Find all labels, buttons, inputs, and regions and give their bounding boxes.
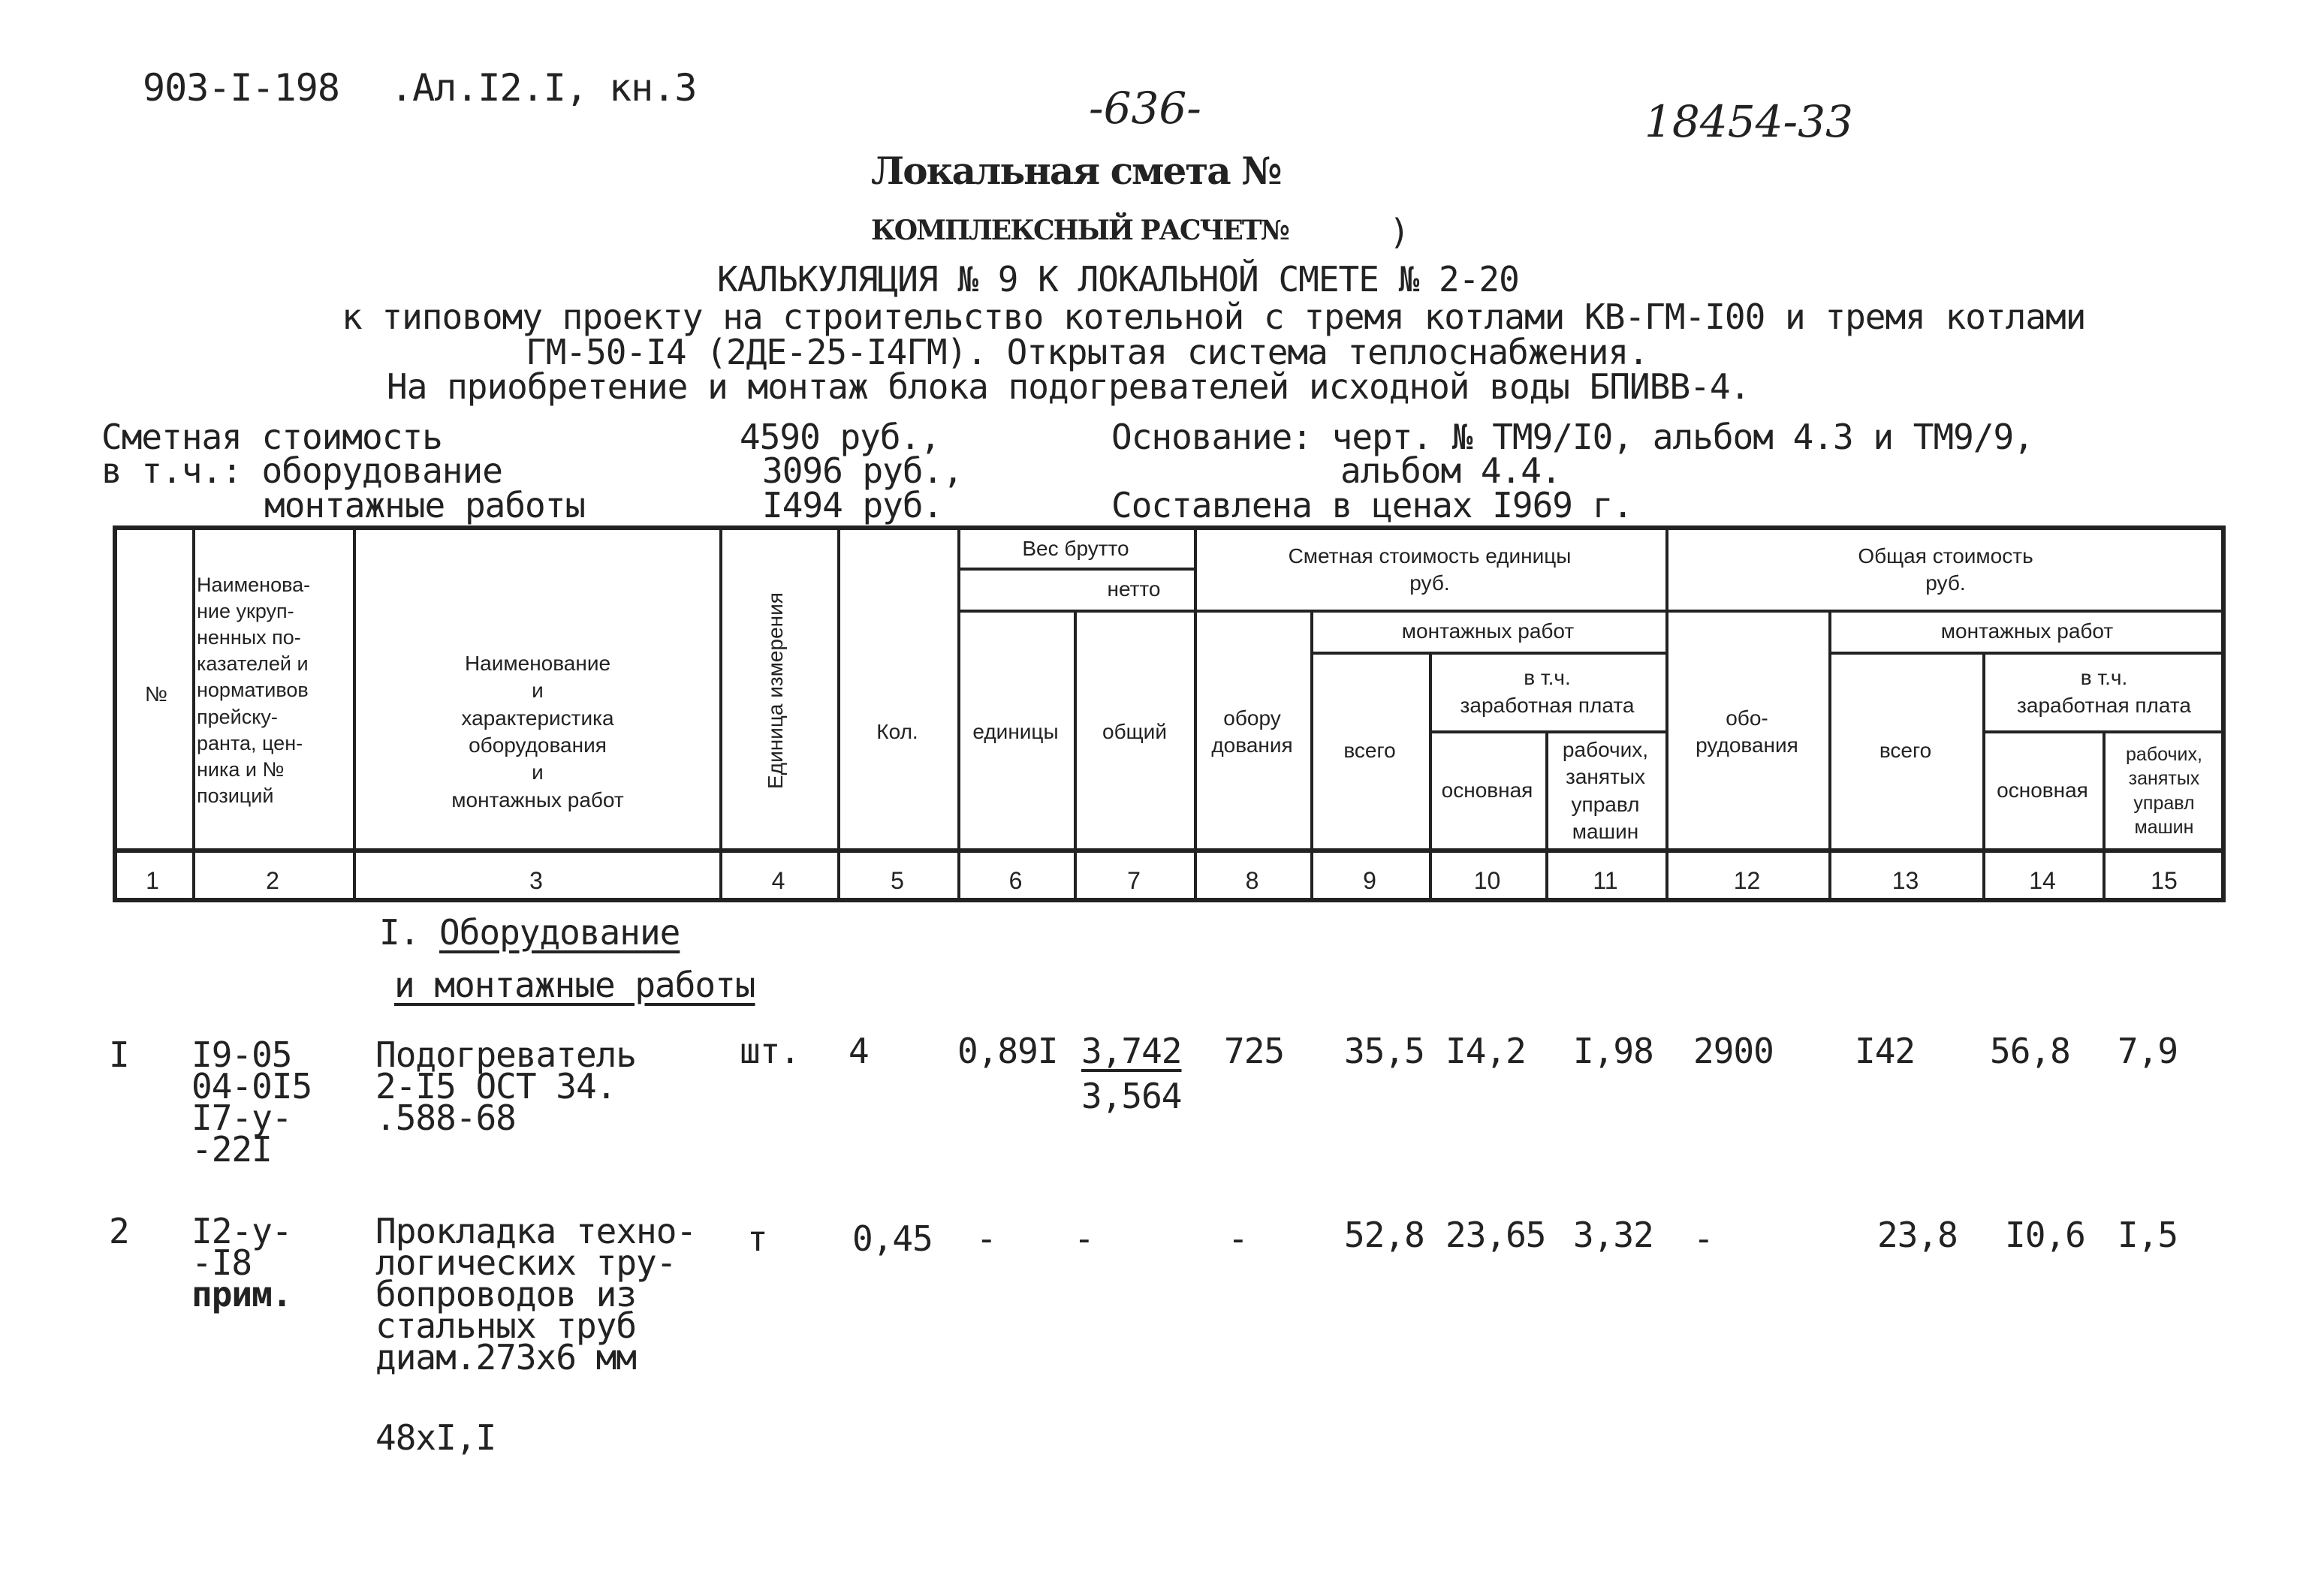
col-index: 13 bbox=[1892, 867, 1919, 894]
row-total-equip: - bbox=[1693, 1218, 1714, 1259]
basis-text: Основание: черт. № ТМ9/I0, альбом 4.3 и ТМ9/9, bbox=[1111, 417, 2033, 457]
col-index: 1 bbox=[146, 867, 159, 894]
row-name-line: диам.273х6 мм bbox=[375, 1337, 637, 1378]
row-wage-main: I4,2 bbox=[1445, 1031, 1526, 1071]
total-wage-header: в т.ч. заработная плата bbox=[2017, 666, 2191, 717]
row-code-line: -22I bbox=[191, 1129, 272, 1170]
unit-cost-header: Сметная стоимость единицы руб. bbox=[1288, 544, 1572, 595]
col-index: 5 bbox=[891, 867, 904, 894]
col-number-header: № bbox=[144, 682, 168, 706]
col-equip-unit-header: обору дования bbox=[1211, 706, 1293, 757]
col-index: 14 bbox=[2029, 867, 2056, 894]
row-weight-net: 3,564 bbox=[1081, 1076, 1182, 1116]
section-title: Оборудование bbox=[439, 912, 680, 953]
row-total-equip: 2900 bbox=[1693, 1031, 1774, 1071]
row-name-line: Подогреватель bbox=[375, 1034, 637, 1075]
row-equip-unit: 725 bbox=[1224, 1031, 1285, 1071]
col-index: 4 bbox=[771, 867, 785, 894]
incl-equipment-label: в т.ч.: оборудование bbox=[101, 450, 502, 491]
total-cost-header: Общая стоимость руб. bbox=[1858, 544, 2033, 595]
row-code-line: I9-05 bbox=[191, 1034, 292, 1075]
col-index: 6 bbox=[1008, 867, 1023, 894]
col-unit-header: Единица измерения bbox=[764, 592, 787, 789]
row-qty: 4 bbox=[849, 1031, 869, 1071]
unit-installation-header: монтажных работ bbox=[1401, 619, 1575, 643]
row-equip-unit: - bbox=[1228, 1218, 1248, 1259]
equipment-value: 3096 руб., bbox=[762, 450, 963, 491]
album-reference: .Ал.I2.I, кн.3 bbox=[390, 66, 697, 110]
total-installation-header: монтажных работ bbox=[1940, 619, 2114, 643]
row-total-wage-machine: 7,9 bbox=[2118, 1031, 2178, 1071]
row-code-line: I7-у- bbox=[191, 1098, 292, 1138]
row-number: 2 bbox=[109, 1211, 129, 1251]
col-qty-header: Кол. bbox=[876, 719, 918, 743]
project-line-2: ГМ-50-I4 (2ДЕ-25-I4ГМ). Открытая система теплоснабжения. bbox=[526, 332, 1648, 372]
row-total-install: 23,8 bbox=[1877, 1215, 1958, 1255]
row-install-total: 35,5 bbox=[1344, 1031, 1424, 1071]
row-code-line: прим. bbox=[191, 1274, 292, 1314]
col-install-total-header: всего bbox=[1343, 738, 1396, 762]
installation-label: монтажные работы bbox=[264, 485, 586, 525]
row-total-wage-machine: I,5 bbox=[2118, 1215, 2178, 1255]
col-index: 11 bbox=[1593, 867, 1618, 894]
col-wage-machine-header: рабочих, занятых управл машин bbox=[1562, 737, 1649, 843]
row-code-line: -I8 bbox=[191, 1242, 252, 1283]
col-total-wage-main-header: основная bbox=[1997, 778, 2088, 803]
row-weight-unit: - bbox=[976, 1218, 996, 1259]
row-unit: шт. bbox=[740, 1031, 800, 1071]
row-total-wage-main: I0,6 bbox=[2005, 1215, 2085, 1255]
installation-value: I494 руб. bbox=[762, 485, 943, 525]
page-number: -636- bbox=[1089, 83, 1201, 134]
row-wage-machine: I,98 bbox=[1573, 1031, 1653, 1071]
row-install-total: 52,8 bbox=[1344, 1215, 1424, 1255]
row-code-line: 04-0I5 bbox=[191, 1066, 312, 1107]
row-wage-machine: 3,32 bbox=[1573, 1215, 1653, 1255]
col-index: 3 bbox=[529, 867, 543, 894]
row-name-line: стальных труб bbox=[375, 1305, 637, 1346]
col-index: 7 bbox=[1127, 867, 1141, 894]
col-weight-unit-header: единицы bbox=[972, 719, 1059, 743]
row-name-line: бопроводов из bbox=[375, 1274, 637, 1314]
col-total-install-header: всего bbox=[1879, 738, 1932, 762]
netto-header: нетто bbox=[1107, 577, 1161, 601]
row-name-line: 2-I5 ОСТ 34. bbox=[375, 1066, 616, 1107]
col-index: 9 bbox=[1363, 867, 1376, 894]
col-code-header: Наименова- ние укруп- ненных по- казателей и нормативов прейску- ранта, цен- ника и № позиций bbox=[197, 574, 311, 807]
row-number: I bbox=[109, 1034, 129, 1075]
struck-title: Локальная смета № bbox=[871, 149, 1281, 193]
row-total-install: I42 bbox=[1855, 1031, 1916, 1071]
section-subtitle: и монтажные работы bbox=[394, 965, 755, 1005]
row-wage-main: 23,65 bbox=[1445, 1215, 1546, 1255]
col-index: 15 bbox=[2151, 867, 2178, 894]
row-weight-total: 3,742 bbox=[1081, 1031, 1182, 1071]
row-weight-total: - bbox=[1074, 1218, 1094, 1259]
unit-wage-header: в т.ч. заработная плата bbox=[1460, 666, 1635, 717]
project-line-3: На приобретение и монтаж блока подогревателей исходной воды БПИВВ-4. bbox=[387, 366, 1750, 407]
col-total-equip-header: обо- рудования bbox=[1696, 706, 1798, 757]
col-wage-main-header: основная bbox=[1441, 778, 1533, 803]
weight-header: Вес брутто bbox=[1022, 536, 1129, 560]
project-line-1: к типовому проекту на строительство котельной с тремя котлами КВ-ГМ-I00 и тремя котлами bbox=[342, 297, 2086, 337]
row-qty: 0,45 bbox=[852, 1218, 933, 1259]
col-name-header: Наименование и характеристика оборудования и монтажных работ bbox=[451, 651, 624, 812]
row-unit: т bbox=[747, 1218, 767, 1259]
cost-label: Сметная стоимость bbox=[101, 417, 442, 457]
section-number: I. bbox=[379, 912, 420, 953]
closing-paren: ) bbox=[1389, 212, 1409, 252]
col-index: 10 bbox=[1473, 867, 1501, 894]
struck-subtitle: КОМПЛЕКСНЫЙ РАСЧЕТ№ bbox=[871, 215, 1289, 246]
col-index: 12 bbox=[1733, 867, 1761, 894]
row-weight-unit: 0,89I bbox=[957, 1031, 1058, 1071]
footnote-calculation: 48хI,I bbox=[375, 1417, 496, 1458]
col-index: 8 bbox=[1245, 867, 1259, 894]
row-code-line: I2-у- bbox=[191, 1211, 292, 1251]
registration-number: 18454-33 bbox=[1644, 96, 1853, 147]
calculation-title: КАЛЬКУЛЯЦИЯ № 9 К ЛОКАЛЬНОЙ СМЕТЕ № 2-20 bbox=[717, 259, 1519, 300]
col-weight-total-header: общий bbox=[1102, 719, 1167, 743]
row-total-wage-main: 56,8 bbox=[1990, 1031, 2070, 1071]
compiled-prices: Составлена в ценах I969 г. bbox=[1111, 485, 1633, 525]
col-total-wage-machine-header: рабочих, занятых управл машин bbox=[2126, 743, 2202, 838]
basis-text-2: альбом 4.4. bbox=[1340, 450, 1561, 491]
col-index: 2 bbox=[266, 867, 279, 894]
row-name-line: Прокладка техно- bbox=[375, 1211, 697, 1251]
row-name-line: логических тру- bbox=[375, 1242, 677, 1283]
cost-value: 4590 руб., bbox=[740, 417, 940, 457]
row-name-line: .588-68 bbox=[375, 1098, 516, 1138]
document-code: 903-I-198 bbox=[143, 66, 339, 110]
